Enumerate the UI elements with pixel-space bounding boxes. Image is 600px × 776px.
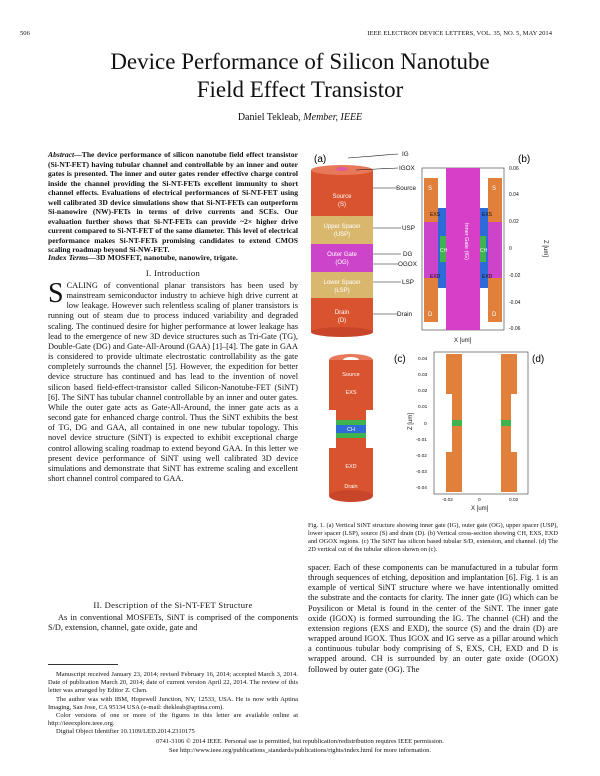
b-ytick-1: 0.06 — [509, 166, 519, 172]
b-label-ch-left: CH — [440, 248, 448, 254]
callout-source: Source — [396, 185, 416, 192]
d-ytick-4: 0.01 — [418, 405, 428, 410]
footnote-rule — [48, 664, 118, 665]
section-2-body: As in conventional MOSFETs, SiNT is comprised of the components S/D, extension, channel, gate oxide, gate and — [48, 613, 298, 633]
callout-ig: IG — [402, 151, 409, 158]
d-ytick-6: -0.01 — [416, 438, 427, 443]
section-1-heading: I. Introduction — [145, 268, 201, 278]
section-1-body — [48, 278, 298, 484]
callout-usp: USP — [402, 225, 415, 232]
b-ytick-6: -0.04 — [509, 300, 521, 306]
index-terms-label: Index Terms— — [48, 253, 97, 262]
b-ytick-7: -0.06 — [509, 326, 521, 332]
b-label-d-left: D — [428, 312, 433, 318]
panel-d-cut — [434, 352, 528, 494]
d-ytick-5: 0 — [424, 422, 427, 427]
d-ytick-7: -0.02 — [416, 454, 427, 459]
author-line — [0, 112, 600, 123]
copyright-line-1: 0741-3106 © 2014 IEEE. Personal use is permitted, but republication/redistribution requires IEEE permission. — [156, 738, 444, 745]
right-column-body: spacer. Each of these components can be manufactured in a tubular form through sequences of etching, deposition and implantation [6]. Fig. 1 is an example of vertical SiNT structure where we have intentionally omitted the substrate and the contacts for clarity. The inner gate (IG) which can be Poysilicon or Metal is found in the center of the SiNT. The inner gate oxide (IGOX) is formed surrounding the IG. The channel (CH) and the extension regions (EXS and EXD), the source (S) and the drain (D) are wrapped around IGOX. Thus IGOX and IG serve as a pillar around which a continuous tubular body comprising of S, EXS, CH, EXD and D is wrapped around. CH is surrounded by an outer gate oxide (OGOX) followed by outer gate (OG). The — [308, 563, 558, 674]
panel-a-label: (a) — [314, 154, 327, 165]
c-label-exs: EXS — [345, 390, 357, 396]
callout-igox: IGOX — [399, 165, 415, 172]
callout-ogox: OGOX — [398, 261, 417, 268]
panel-b-cross-section — [422, 168, 504, 330]
section-2-heading: II. Description of the Si-NT-FET Structure — [93, 600, 253, 610]
c-label-exd: EXD — [345, 464, 357, 470]
panel-c-label: (c) — [394, 354, 406, 365]
layer-og-abbr: (OG) — [335, 260, 349, 266]
b-label-exs-right: EXS — [482, 212, 493, 218]
figure-caption: Fig. 1. (a) Vertical SiNT structure showing inner gate (IG), outer gate (OG), upper spacer (USP), lower spacer (LSP), source (S) and drain (D). (b) Vertical cross-section showing CH, EXS, EXD and OGOX regions. (c) The SiNT has silicon based tubular S/D, extension, and channel. (d) The 2D vertical cut of the tubular silicon shown on (c). — [308, 522, 558, 553]
b-xlabel: X [um] — [454, 338, 472, 344]
b-label-d-right: D — [492, 312, 497, 318]
section-1-lead: CALING — [66, 281, 98, 290]
panel-b-label: (b) — [518, 154, 531, 165]
c-label-source: Source — [342, 372, 360, 378]
b-label-exd-right: EXD — [482, 274, 493, 280]
figure-1 — [306, 148, 558, 518]
footnote-line-4: Digital Object Identifier 10.1109/LED.2014.2310175 — [56, 728, 195, 736]
layer-source-abbr: (S) — [338, 202, 346, 208]
d-xtick-3: 0.02 — [509, 498, 519, 503]
callout-dg: DG — [403, 251, 413, 258]
layer-lsp: Lower Spacer — [323, 280, 361, 286]
layer-lsp-abbr: (LSP) — [334, 288, 350, 294]
abstract-text: The device performance of silicon nanotube field effect transistor (Si-NT-FET) having tubular channel and controllable by an inner and outer gates is presented. The inner and outer gates render effective charge control inside the channel providing the Si-NT-FETs excellent immunity to short channel effects. Evaluations of electrical performances of Si-NT-FET using well calibrated 3D device simulations show that Si-NT-FETs can outperform Si-nanowire (NW)-FETs in terms of drive currents and SCEs. Our evaluation further shows that Si-NT-FETs can provide ~2× higher drive current compared to Si-NT-FET of the same diameter. This level of electrical performance makes Si-NT-FETs promising candidates to extend CMOS scaling roadmap beyond Si-NW-FET. — [48, 150, 298, 254]
b-label-ch-right: CH — [480, 248, 488, 254]
d-ytick-9: -0.04 — [416, 486, 427, 491]
index-terms-text: 3D MOSFET, nanotube, nanowire, trigate. — [96, 253, 238, 262]
c-label-ch: CH — [347, 427, 355, 433]
drop-cap: S — [48, 278, 64, 309]
layer-drain: Drain — [334, 310, 350, 316]
d-xlabel: X [um] — [471, 506, 489, 512]
page-number: 506 — [20, 30, 30, 37]
abstract-label: Abstract— — [48, 150, 82, 159]
b-ylabel: Z [um] — [542, 240, 548, 258]
footnote-line-1: Manuscript received January 23, 2014; revised February 16, 2014; accepted March 3, 2014. Date of publication March 20, 2014; date of current version April 22, 2014. The review of this letter was arranged by Editor Z. Chen. — [48, 671, 298, 695]
layer-drain-abbr: (D) — [337, 318, 347, 324]
journal-header: IEEE ELECTRON DEVICE LETTERS, VOL. 35, NO. 5, MAY 2014 — [367, 30, 552, 37]
d-ytick-1: 0.04 — [418, 357, 428, 362]
paper-title — [0, 48, 600, 104]
b-label-exs-left: EXS — [430, 212, 441, 218]
footnote-line-3: Color versions of one or more of the figures in this letter are available online at http://ieeexplore.ieee.org. — [48, 712, 298, 728]
callout-lsp: LSP — [402, 279, 414, 286]
layer-usp-abbr: (USP) — [333, 232, 351, 238]
panel-d-label: (d) — [532, 354, 545, 365]
d-ytick-2: 0.03 — [418, 373, 428, 378]
b-ytick-4: 0 — [509, 246, 512, 252]
title-line-2: Field Effect Transistor — [196, 77, 404, 102]
c-label-drain: Drain — [344, 484, 358, 490]
d-ytick-3: 0.02 — [418, 389, 428, 394]
copyright-line-2: See http://www.ieee.org/publications_standards/publications/rights/index.html for more information. — [169, 747, 431, 754]
index-terms — [48, 253, 298, 263]
footnote — [48, 671, 298, 737]
author-name: Daniel Tekleab, — [237, 112, 304, 123]
b-ytick-2: 0.04 — [509, 192, 519, 198]
footnote-line-2: The author was with IBM, Hopewell Junction, NY, 12533, USA. He is now with Aptina Imaging, San Jose, CA 95134 USA (e-mail: dtekleab@aptina.com). — [48, 695, 298, 711]
author-role: Member, IEEE — [303, 112, 363, 123]
b-label-exd-left: EXD — [430, 274, 441, 280]
layer-usp: Upper Spacer — [323, 224, 361, 230]
d-ylabel: Z [um] — [408, 412, 414, 430]
abstract — [48, 150, 298, 255]
layer-source: Source — [332, 194, 352, 200]
section-1-text: of conventional planar transistors has been used by mainstream semiconductor industry to achieve high drive current at low leakage. However such relentless scaling of planer transistors is running out of steam due to process induced variability and degraded scaling. The continued desire for higher performance at lower leakage has lead to the emergence of new 3D device structures such as Tri-Gate (TG), Double-Gate (DG) and Gate-All-Around (GAA) [1]–[4]. The gate in GAA is considered to provide ultimate electrostatic controllability as the gate completely surrounds the channel [5]. However, the expedition for better device structure has continued and has lead to the invention of novel silicon based field-effect-transistor called Silicon-Nanotube-FET (SiNT) [6]. The SiNT has tubular channel controllable by an inner and outer gates. While the outer gate acts as Gate-All-Around, the inner gate acts as a second gate for enhanced charge control. Thus the SiNT exhibits the best of TG, DG and GAA, all contained in one new tubular topology. This novel device structure (SiNT) is expected to exhibit exceptional charge control allowing scaling roadmap to extend beyond GAA. In this letter we present device performance of SiNT using well calibrated 3D device simulations and demonstrate that SiNT has extreme scaling and excellent short channel control compared to GAA. — [48, 281, 298, 483]
b-label-s-right: S — [492, 186, 497, 192]
b-label-inner-gate: Inner Gate (IG) — [463, 223, 469, 260]
d-xtick-1: -0.02 — [442, 498, 453, 503]
b-ytick-5: -0.02 — [509, 273, 521, 279]
title-line-1: Device Performance of Silicon Nanotube — [110, 49, 490, 74]
layer-og: Outer Gate — [327, 252, 357, 258]
b-ytick-3: 0.02 — [509, 219, 519, 225]
callout-drain: Drain — [397, 311, 413, 318]
b-label-s-left: S — [428, 186, 433, 192]
d-xtick-2: 0 — [478, 498, 481, 503]
d-ytick-8: -0.03 — [416, 470, 427, 475]
